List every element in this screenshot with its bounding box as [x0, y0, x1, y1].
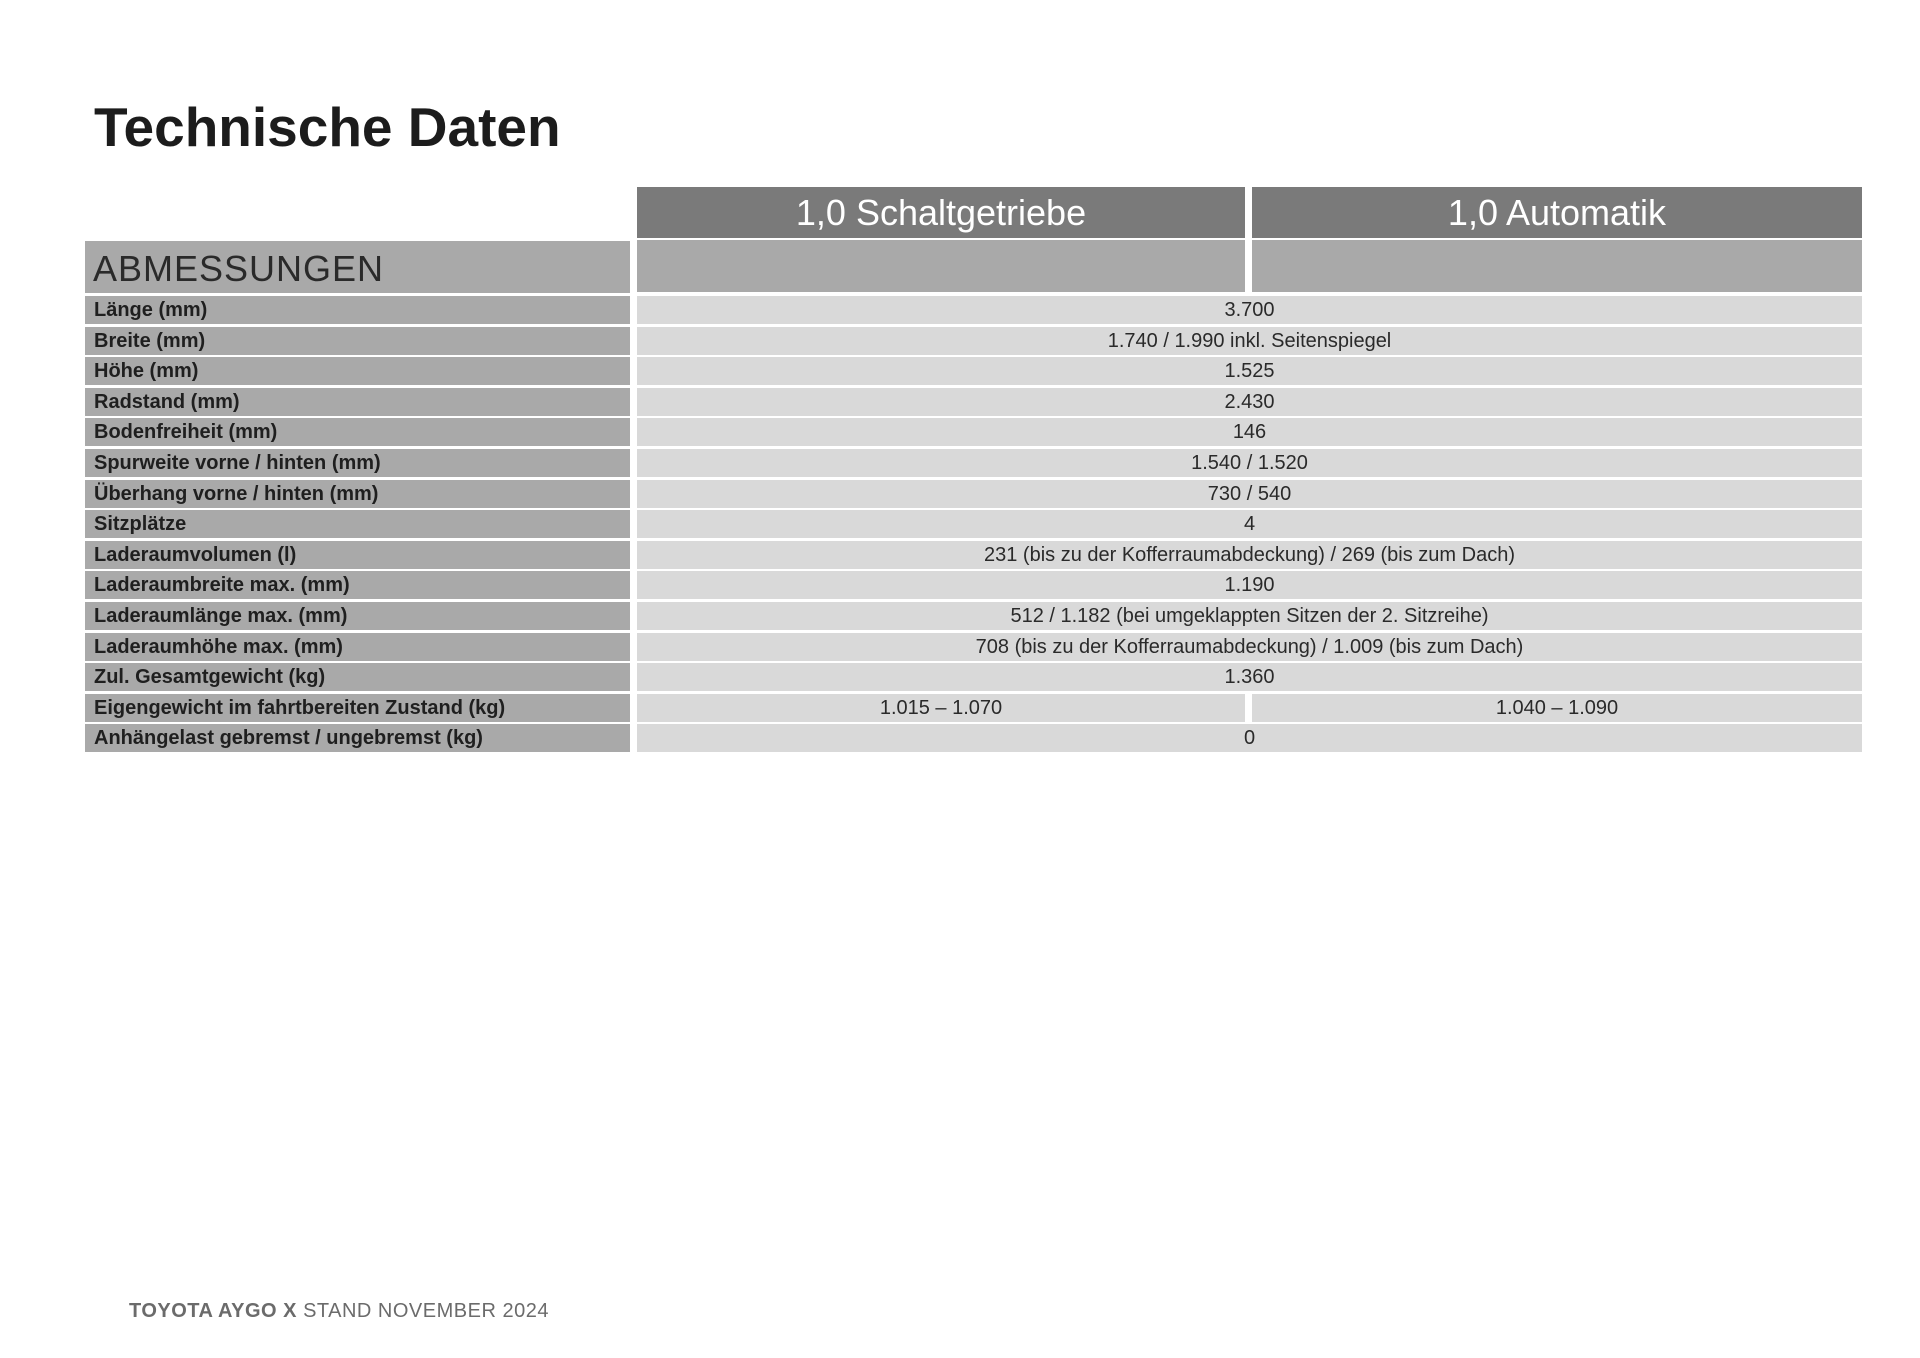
row-value: 730 / 540 — [637, 480, 1862, 508]
row-label: Überhang vorne / hinten (mm) — [85, 480, 630, 508]
table-row — [85, 724, 1862, 752]
footer-brand: TOYOTA AYGO X — [129, 1300, 298, 1322]
table-row — [85, 480, 1862, 508]
row-value-automatic: 1.040 – 1.090 — [1252, 694, 1862, 722]
row-label: Zul. Gesamtgewicht (kg) — [85, 663, 630, 691]
page-title: Technische Daten — [94, 96, 561, 158]
row-value: 2.430 — [637, 388, 1862, 416]
row-label: Anhängelast gebremst / ungebremst (kg) — [85, 724, 630, 752]
column-header-automatic-sub — [1252, 240, 1862, 292]
row-label: Laderaumbreite max. (mm) — [85, 571, 630, 599]
section-label-dimensions: ABMESSUNGEN — [85, 241, 630, 293]
row-label: Laderaumlänge max. (mm) — [85, 602, 630, 630]
row-value: 0 — [637, 724, 1862, 752]
footer-date: STAND NOVEMBER 2024 — [297, 1300, 549, 1322]
table-row — [85, 418, 1862, 446]
row-value: 146 — [637, 418, 1862, 446]
row-value: 512 / 1.182 (bei umgeklappten Sitzen der 2. Sitzreihe) — [637, 602, 1862, 630]
row-label: Sitzplätze — [85, 510, 630, 538]
column-header-manual: 1,0 Schaltgetriebe — [637, 187, 1245, 238]
row-value: 4 — [637, 510, 1862, 538]
row-label: Spurweite vorne / hinten (mm) — [85, 449, 630, 477]
row-value-manual: 1.015 – 1.070 — [637, 694, 1245, 722]
footer — [129, 1300, 549, 1323]
row-label: Länge (mm) — [85, 296, 630, 324]
row-value: 708 (bis zu der Kofferraumabdeckung) / 1.009 (bis zum Dach) — [637, 633, 1862, 661]
row-label: Laderaumhöhe max. (mm) — [85, 633, 630, 661]
row-label: Radstand (mm) — [85, 388, 630, 416]
row-label: Breite (mm) — [85, 327, 630, 355]
row-value: 1.740 / 1.990 inkl. Seitenspiegel — [637, 327, 1862, 355]
table-row — [85, 357, 1862, 385]
table-row — [85, 663, 1862, 691]
row-label: Höhe (mm) — [85, 357, 630, 385]
table-row — [85, 388, 1862, 416]
table-row — [85, 633, 1862, 661]
table-row — [85, 541, 1862, 569]
table-row — [85, 327, 1862, 355]
table-row — [85, 510, 1862, 538]
row-value: 1.360 — [637, 663, 1862, 691]
row-label: Laderaumvolumen (l) — [85, 541, 630, 569]
row-value: 3.700 — [637, 296, 1862, 324]
row-label: Bodenfreiheit (mm) — [85, 418, 630, 446]
table-row — [85, 449, 1862, 477]
table-row — [85, 296, 1862, 324]
spec-table — [85, 296, 1862, 755]
row-value: 1.525 — [637, 357, 1862, 385]
row-value: 231 (bis zu der Kofferraumabdeckung) / 269 (bis zum Dach) — [637, 541, 1862, 569]
column-header-manual-sub — [637, 240, 1245, 292]
column-header-automatic: 1,0 Automatik — [1252, 187, 1862, 238]
row-label: Eigengewicht im fahrtbereiten Zustand (kg) — [85, 694, 630, 722]
row-value: 1.540 / 1.520 — [637, 449, 1862, 477]
table-row — [85, 571, 1862, 599]
row-value: 1.190 — [637, 571, 1862, 599]
table-row — [85, 694, 1862, 722]
table-row — [85, 602, 1862, 630]
